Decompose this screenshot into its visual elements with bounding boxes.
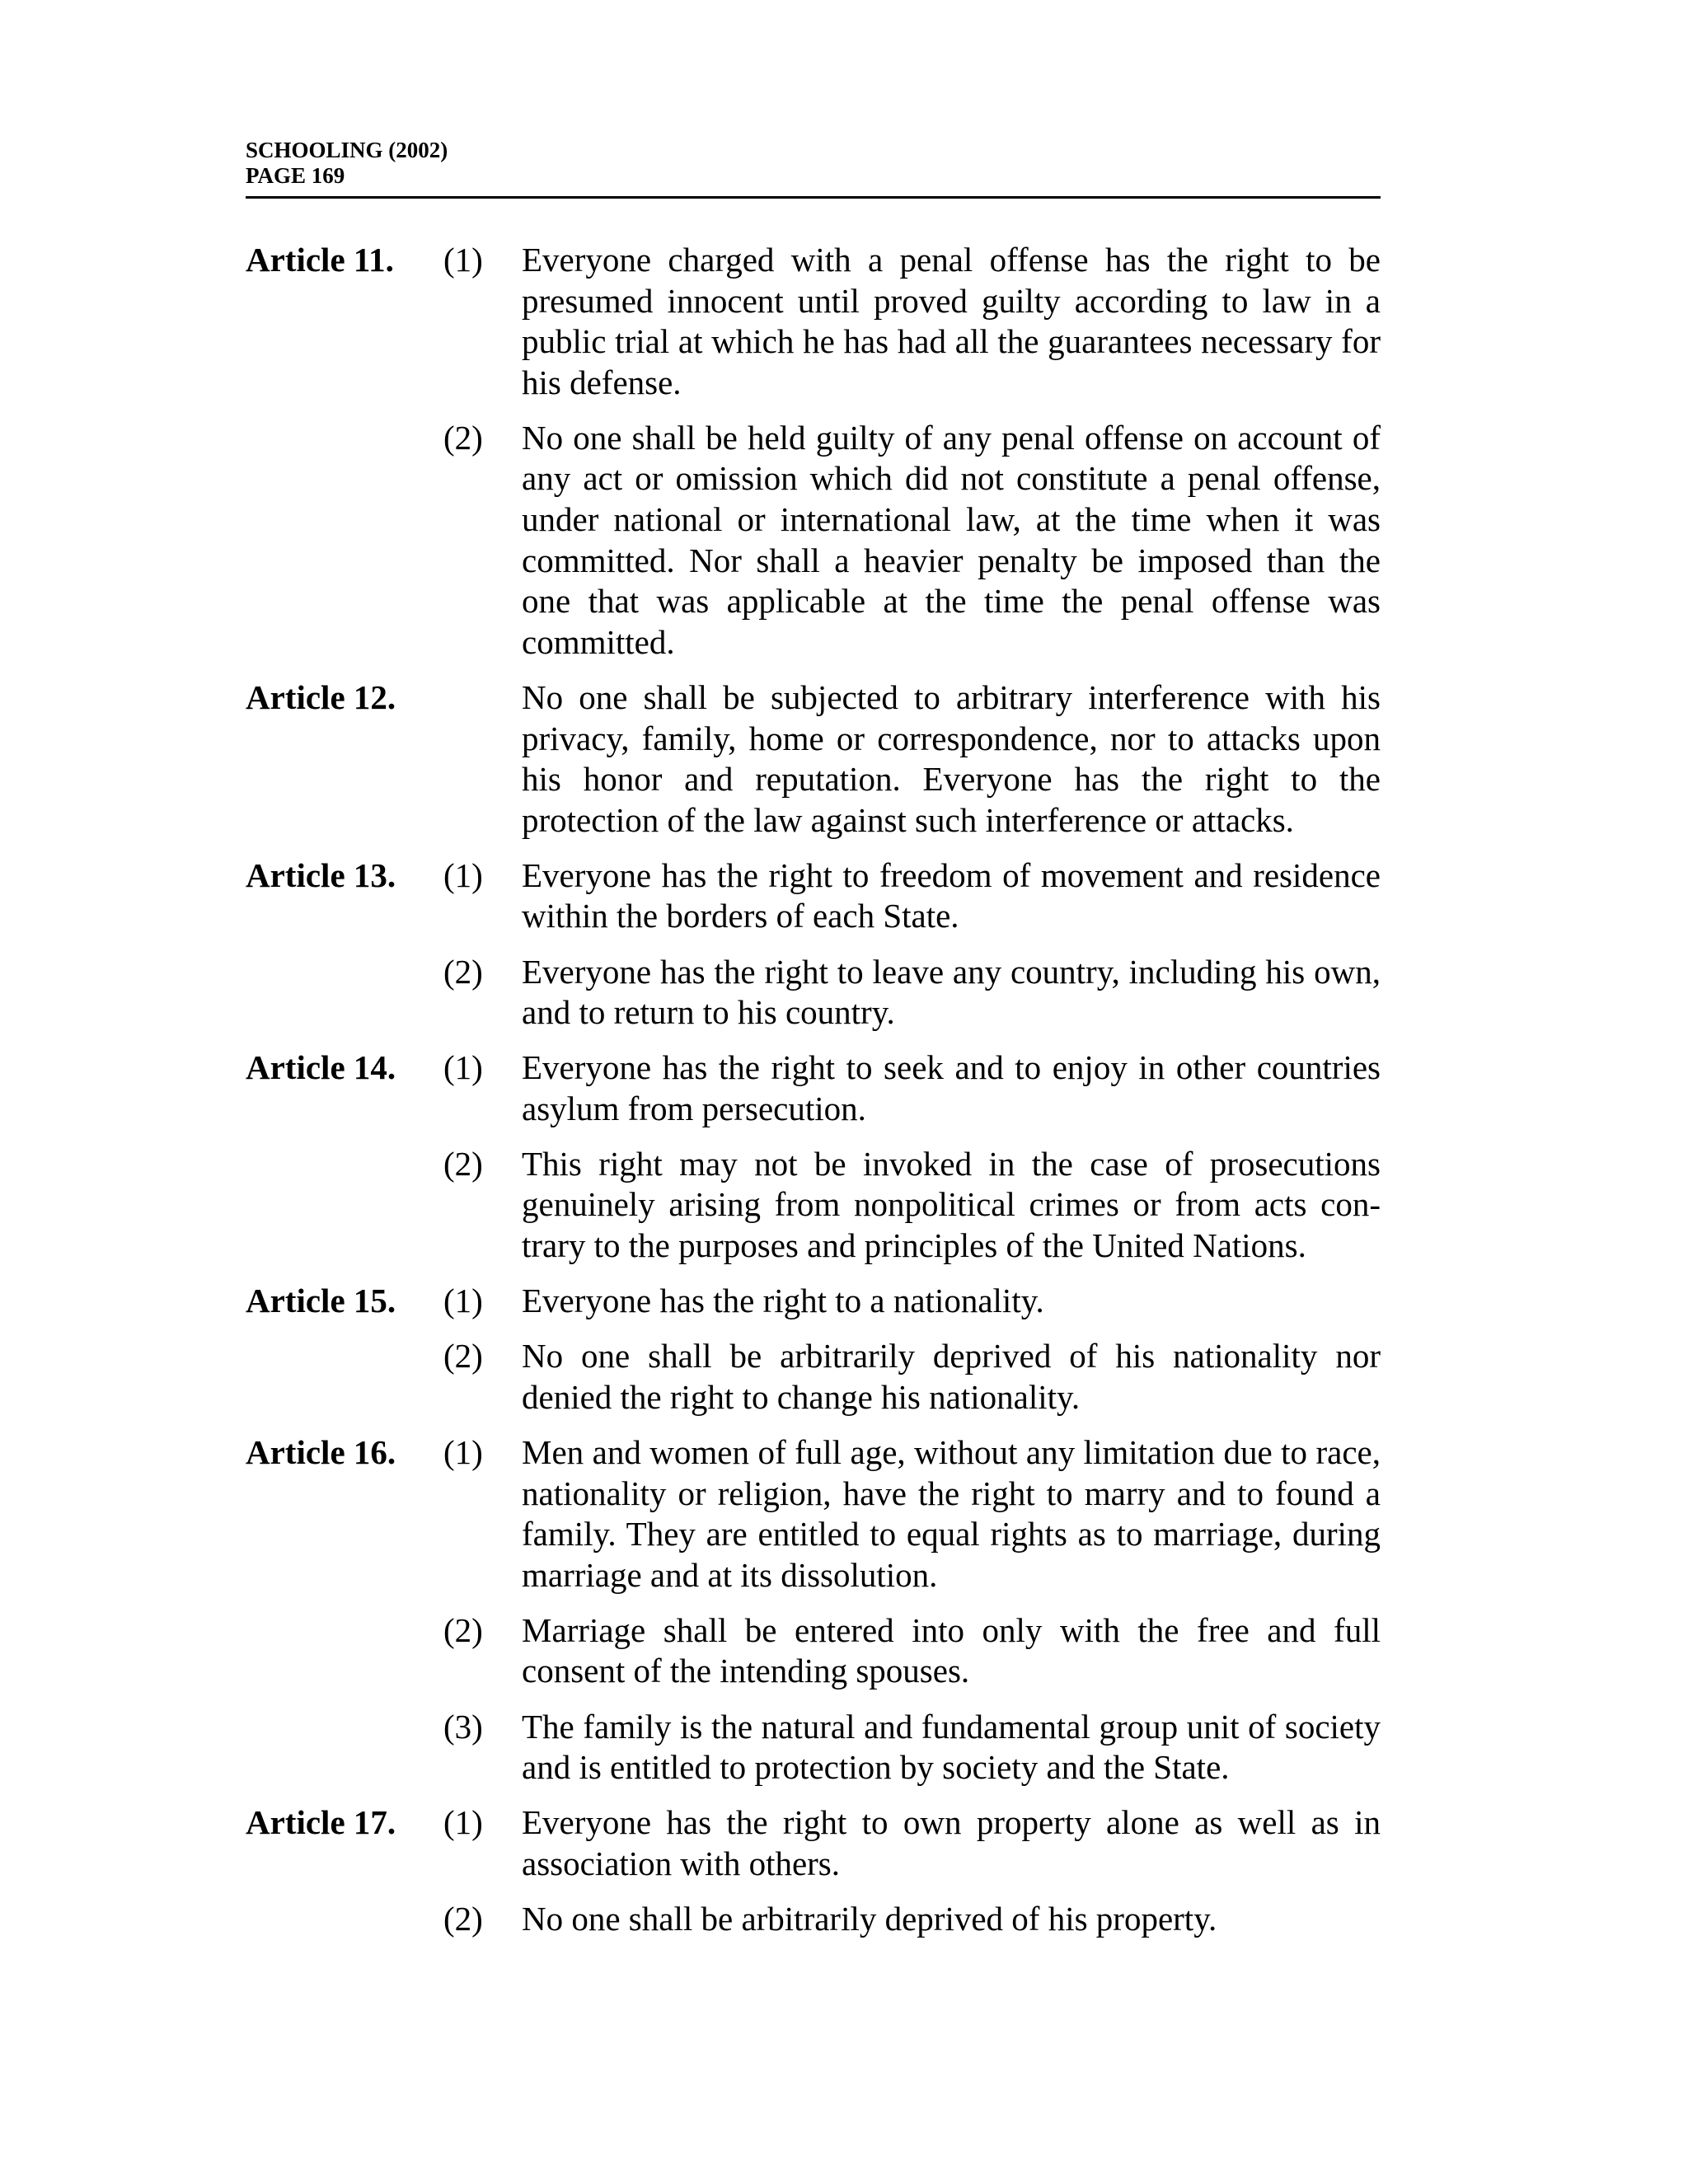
article — [246, 1432, 1381, 1788]
paragraph-text: Everyone has the right to freedom of movement and residence within the borders of each State. — [522, 855, 1381, 935]
paragraph-number: (2) — [443, 1337, 483, 1376]
paragraph-number: (3) — [443, 1707, 483, 1746]
paragraph-text: No one shall be arbitrarily deprived of his nationality nor denied the right to change his nationality. — [522, 1337, 1381, 1416]
paragraph-number: (1) — [443, 1282, 483, 1320]
paragraph-text: No one shall be arbitrarily deprived of his property. — [522, 1899, 1217, 1938]
header-title: SCHOOLING (2002) — [246, 138, 448, 162]
article-paragraph — [246, 1899, 1381, 1940]
paragraph-text: Everyone has the right to a nationality. — [522, 1282, 1044, 1320]
article-paragraph — [246, 677, 1381, 841]
paragraph-number: (2) — [443, 952, 483, 991]
paragraph-text: Marriage shall be entered into only with the free and full consent of the intending spouses. — [522, 1610, 1381, 1690]
article-label: Article 13. — [246, 855, 396, 894]
header-divider — [246, 196, 1381, 199]
article — [246, 677, 1381, 841]
article-paragraph — [246, 952, 1381, 1033]
paragraph-text: Men and women of full age, without any limitation due to race, nationality or religion, have the right to marry and to found a family. They are entitled to equal rights as to marriage, during marriage and at its dissolution. — [522, 1432, 1381, 1594]
running-header — [246, 138, 1381, 189]
article-paragraph — [246, 1047, 1381, 1129]
article — [246, 855, 1381, 1033]
article-label: Article 14. — [246, 1048, 396, 1087]
paragraph-text: Everyone has the right to leave any country, including his own, and to return to his country. — [522, 952, 1381, 1032]
article-paragraph — [246, 1281, 1381, 1322]
paragraph-number: (2) — [443, 418, 483, 457]
article-paragraph — [246, 1432, 1381, 1596]
article-paragraph — [246, 240, 1381, 403]
article — [246, 1047, 1381, 1266]
article — [246, 1281, 1381, 1418]
article — [246, 1802, 1381, 1939]
paragraph-number: (2) — [443, 1144, 483, 1183]
paragraph-text: Everyone charged with a penal offense has the right to be presumed innocent until proved guilty according to law in a public trial at which he has had all the guarantees necessary for his defense. — [522, 241, 1381, 401]
article-paragraph — [246, 855, 1381, 937]
article — [246, 240, 1381, 663]
article-paragraph — [246, 1336, 1381, 1418]
article-paragraph — [246, 1802, 1381, 1884]
article-paragraph — [246, 1707, 1381, 1788]
header-page-number: PAGE 169 — [246, 163, 345, 188]
paragraph-text: Everyone has the right to own property alone as well as in association with others. — [522, 1803, 1381, 1882]
article-label: Article 12. — [246, 677, 396, 716]
paragraph-number: (1) — [443, 855, 483, 894]
paragraph-text: The family is the natural and fundamental group unit of society and is entitled to protection by society and the State. — [522, 1707, 1381, 1787]
paragraph-number: (1) — [443, 241, 483, 279]
articles-list — [246, 240, 1381, 1954]
article-paragraph — [246, 418, 1381, 663]
article-label: Article 16. — [246, 1432, 396, 1471]
paragraph-number: (1) — [443, 1432, 483, 1471]
article-label: Article 15. — [246, 1282, 396, 1320]
paragraph-text: No one shall be subjected to arbitrary interference with his privacy, family, home or correspondence, nor to attacks upon his honor and reputation. Everyone has the right to the protection of the law against such interference or attacks. — [522, 677, 1381, 839]
article-label: Article 11. — [246, 241, 394, 279]
article-label: Article 17. — [246, 1803, 396, 1842]
article-paragraph — [246, 1610, 1381, 1692]
paragraph-number: (2) — [443, 1899, 483, 1938]
article-paragraph — [246, 1144, 1381, 1267]
paragraph-text: No one shall be held guilty of any penal offense on account of any act or omission which did not constitute a penal offense, under national or international law, at the time when it was committed. Nor shall a heavier penalty be imposed than the one that was applicable at the time the penal offense was committed. — [522, 418, 1381, 661]
paragraph-text: Everyone has the right to seek and to enjoy in other countries asylum from persecution. — [522, 1048, 1381, 1127]
paragraph-text: This right may not be invoked in the case of prosecutions genuinely arising from nonpolitical crimes or from acts contrary to the purposes and principles of the United Nations. — [522, 1144, 1381, 1265]
paragraph-number: (1) — [443, 1048, 483, 1087]
paragraph-number: (2) — [443, 1610, 483, 1649]
paragraph-number: (1) — [443, 1803, 483, 1842]
